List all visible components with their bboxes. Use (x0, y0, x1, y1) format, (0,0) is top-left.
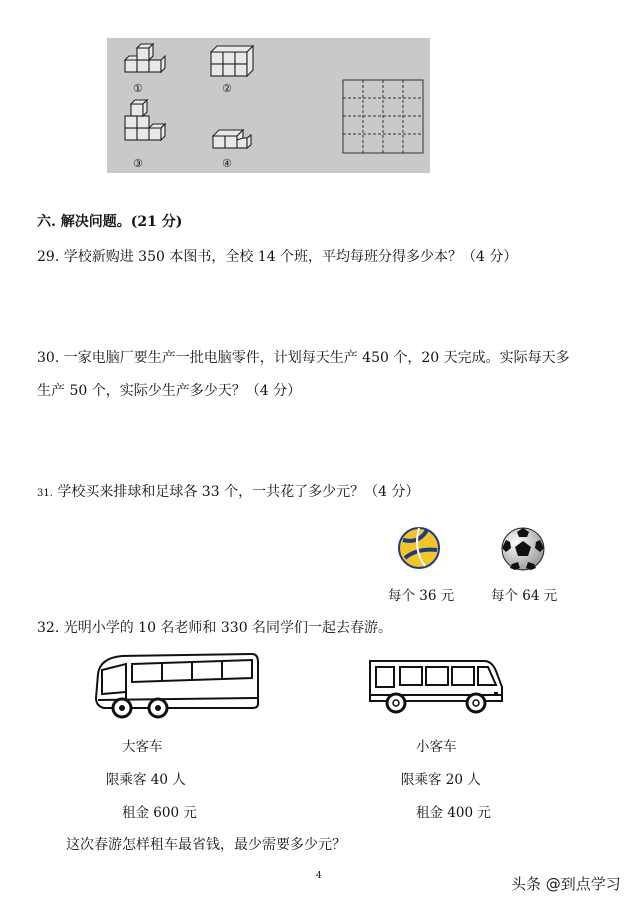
question-31 (37, 482, 419, 504)
big-bus-capacity: 限乘客 40 人 (106, 772, 186, 788)
small-bus-rent: 租金 400 元 (416, 805, 491, 821)
page-number: 4 (316, 871, 322, 881)
volleyball-icon (397, 526, 441, 570)
section-heading: 六. 解决问题。(21 分) (37, 214, 183, 230)
small-bus-name: 小客车 (416, 739, 457, 755)
big-bus-rent: 租金 600 元 (122, 805, 197, 821)
small-bus-icon (366, 655, 504, 717)
question-30-line-2: 生产 50 个，实际少生产多少天？（4 分） (37, 383, 302, 399)
question-30-line-1: 30. 一家电脑厂要生产一批电脑零件，计划每天生产 450 个，20 天完成。实际每天多 (37, 350, 570, 366)
football-price: 每个 64 元 (491, 588, 558, 604)
figure-label-1: ① (133, 82, 143, 95)
question-32-ask: 这次春游怎样租车最省钱，最少需要多少元？ (66, 837, 346, 853)
cube-views-figure (107, 38, 430, 173)
figure-label-2: ② (222, 82, 232, 95)
figure-label-4: ④ (222, 157, 232, 170)
big-bus-name: 大客车 (122, 739, 163, 755)
volleyball-price: 每个 36 元 (388, 588, 455, 604)
figure-label-3: ③ (133, 157, 143, 170)
big-bus-icon (92, 648, 262, 722)
question-29: 29. 学校新购进 350 本图书，全校 14 个班，平均每班分得多少本？（4 分） (37, 249, 518, 265)
question-31-text: 学校买来排球和足球各 33 个，一共花了多少元？（4 分） (57, 484, 420, 500)
small-bus-capacity: 限乘客 20 人 (401, 772, 481, 788)
question-31-number: 31. (37, 488, 53, 499)
watermark: 头条 @到点学习 (511, 875, 621, 893)
soccer-ball-icon (500, 526, 546, 572)
question-32: 32. 光明小学的 10 名老师和 330 名同学们一起去春游。 (37, 620, 393, 636)
